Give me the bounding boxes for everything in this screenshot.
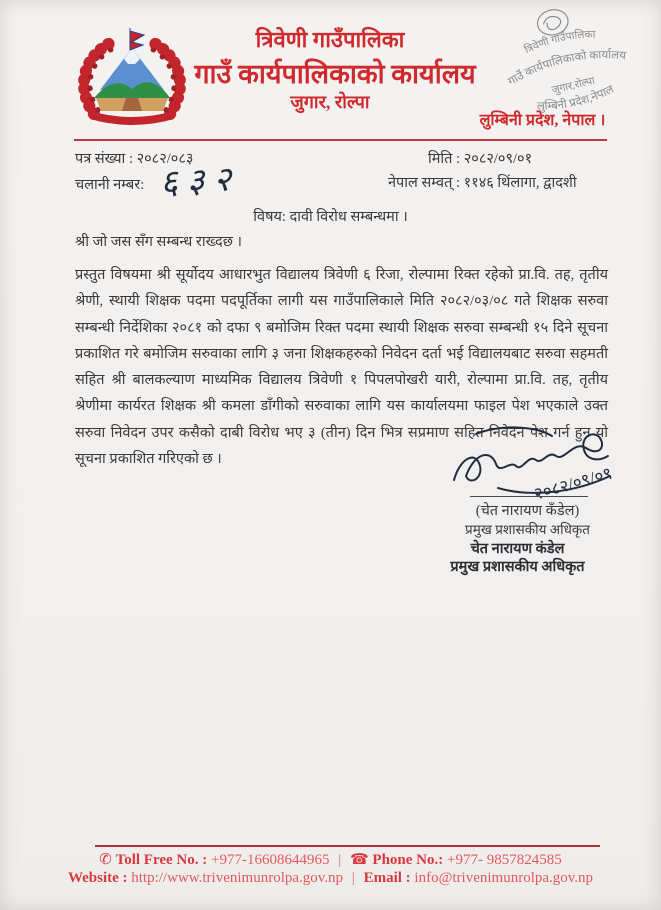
chalani-number-label: चलानी नम्बर: <box>75 177 145 193</box>
phone-icon: ☎ <box>349 852 369 868</box>
footer-separator-2: | <box>351 870 355 886</box>
tollfree-value: +977-16608644965 <box>211 852 330 868</box>
header-divider <box>74 139 607 141</box>
footer-web-row <box>0 870 661 887</box>
header-address: जुगार, रोल्पा <box>290 92 370 112</box>
phone-value: +977- 9857824585 <box>447 852 562 868</box>
letter-number-value: २०८२/०८३ <box>136 151 194 167</box>
province-line: लुम्बिनी प्रदेश, नेपाल । <box>479 112 606 129</box>
signatory-title: प्रमुख प्रशासकीय अधिकृत <box>465 522 590 537</box>
website-label: Website : <box>67 870 128 886</box>
signatory-stamp-title: प्रमुख प्रशासकीय अधिकृत <box>450 559 585 575</box>
header-municipality-name: त्रिवेणी गाउँपालिका <box>255 27 405 52</box>
letter-date-value: २०८२/०९/०१ <box>463 151 533 167</box>
nepal-sambat-value: ११४६ थिंलागा, द्वादशी <box>463 175 577 191</box>
website-value: http://www.trivenimunrolpa.gov.np <box>131 870 344 886</box>
footer-phone-row <box>0 850 661 869</box>
chalani-number-row <box>75 174 144 194</box>
stamp-line2: गाउँ कार्यपालिकाको कार्यालय <box>506 49 627 89</box>
signature-scrawl-icon <box>440 418 650 508</box>
chalani-number-handwritten: ६३२ <box>159 160 242 203</box>
email-value: info@trivenimunrolpa.gov.np <box>414 870 594 886</box>
letter-number-label: पत्र संख्या : <box>75 151 133 167</box>
email-label: Email : <box>363 870 411 886</box>
tollfree-phone-icon: ✆ <box>99 852 112 868</box>
signatory-name: (चेत नारायण कँडेल) <box>475 503 580 519</box>
salutation-line: श्री जो जस सँग सम्बन्ध राख्दछ । <box>75 234 242 250</box>
signature-underline <box>470 496 588 497</box>
stamp-line4: लुम्बिनी प्रदेश,नेपाल <box>536 83 616 113</box>
letter-date-row <box>428 148 532 168</box>
header-office-name: गाउँ कार्यपालिकाको कार्यालय <box>194 59 476 89</box>
stamp-line3: जुगार,रोल्पा <box>550 75 596 97</box>
nepal-sambat-label: नेपाल सम्वत् : <box>388 175 460 191</box>
stamp-line1: त्रिवेणी गाउँपालिका <box>523 29 596 57</box>
body-paragraph: प्रस्तुत विषयमा श्री सूर्योदय आधारभुत विद्यालय त्रिवेणी ६ रिजा, रोल्पामा रिक्त रहेको प्रा.वि. तह, तृतीय श्रेणी, स्थायी शिक्षक पदमा पदपूर्तिका लागी यस गाउँपालिकाले मिति २०८२/०३/०८ गते शिक्षक सरुवा सम्बन्धी निर्देशिका २०८१ को दफा ९ बमोजिम रिक्त पदमा स्थायी शिक्षक सरुवा सम्बन्धी १५ दिने सूचना प्रकाशित गरे बमोजिम सरुवाका लागि ३ जना शिक्षकहरुको निवेदन दर्ता भई विद्यालयबाट सरुवा सहमती सहित श्री बालकल्याण माध्यमिक विद्यालय त्रिवेणी १ पिपलपोखरी यारी, रोल्पामा प्रा.वि. तह, तृतीय श्रेणीमा कार्यरत शिक्षक श्री कमला डाँगीको सरुवाका लागि यस कार्यालयमा फाइल पेश भएकाले उक्त सरुवा निवेदन उपर कसैको दाबी विरोध भए ३ (तीन) दिन भित्र सप्रमाण सहित निवेदन पेश गर्न हुन यो सूचना प्रकाशित गरिएको छ । <box>75 267 608 468</box>
nepal-sambat-row <box>388 172 577 192</box>
signatory-stamp-name: चेत नारायण कंडेल <box>470 541 565 557</box>
tollfree-label: Toll Free No. : <box>115 852 208 868</box>
letter-date-label: मिति : <box>428 151 461 167</box>
footer-separator: | <box>338 852 342 868</box>
phone-label: Phone No.: <box>372 852 444 868</box>
signature-handwritten-date: २०८२/०९/०९ <box>531 463 615 504</box>
footer-divider <box>95 845 600 847</box>
subject-line: विषय: दावी विरोध सम्बन्धमा । <box>253 209 408 225</box>
